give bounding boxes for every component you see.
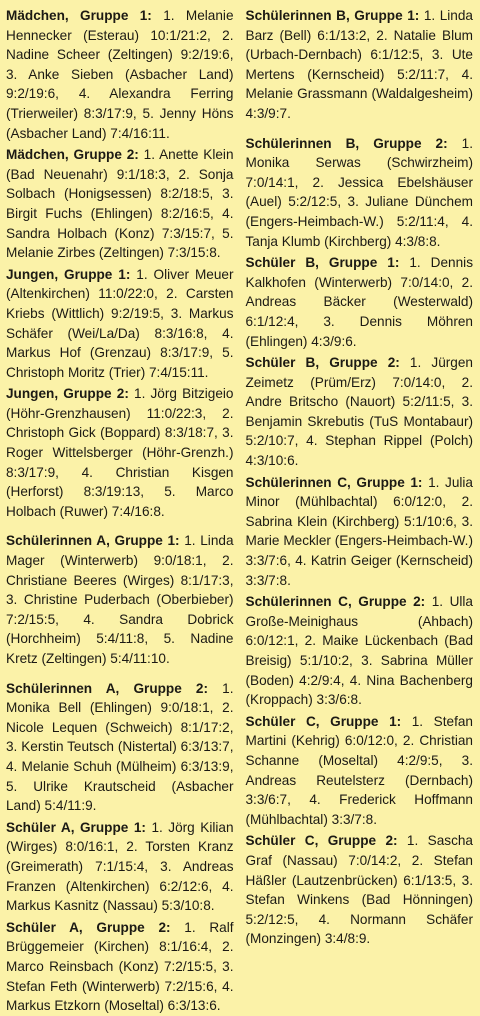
entry-heading: Schülerinnen A, Gruppe 1: — [6, 533, 180, 549]
result-entry-schuelerinnen-c-gruppe-1 — [246, 473, 474, 591]
entry-heading: Schüler C, Gruppe 1: — [245, 713, 402, 729]
entry-text: 1. Ulla Große-Meinighaus (Ahbach) 6:0/12:1, 2. Maike Lückenbach (Bad Breisig) 5:1/10:2, 3. Sabrina Müller (Boden) 4:2/9:4, 4. Nina Bachenberg (Kroppach) 3:3/6:8. — [245, 594, 473, 708]
entry-text: 1. Jörg Bitzigeio (Höhr-Grenzhausen) 11:0/22:3, 2. Christoph Gick (Boppard) 8:3/18:7, 3. Roger Wittelsberger (Höhr-Grenzh.) 8:3/17:9, 4. Christian Kisgen (Herforst) 8:3/19:13, 5. Marco Holbach (Ruwer) 7:4/16:8. — [6, 386, 234, 519]
result-entry-schueler-a-gruppe-1 — [6, 818, 234, 916]
entry-text: 1. Stefan Martini (Kehrig) 6:0/12:0, 2. Christian Schanne (Moseltal) 4:2/9:5, 3. Andreas Reutelsterz (Dernbach) 3:3/6:7, 4. Frederick Hoffmann (Mühlbachtal) 3:3/7:8. — [245, 713, 473, 827]
entry-heading: Schüler B, Gruppe 2: — [245, 355, 400, 371]
entry-text: 1. Sascha Graf (Nassau) 7:0/14:2, 2. Stefan Häßler (Lautzenbrücken) 6:1/13:5, 3. Stefan Winkens (Bad Hönningen) 5:2/12:5, 4. Normann Schäfer (Monzingen) 3:4/8:9. — [245, 833, 473, 947]
entry-heading: Schülerinnen B, Gruppe 1: — [245, 8, 420, 23]
result-entry-schuelerinnen-c-gruppe-2 — [246, 592, 474, 710]
result-entry-jungen-gruppe-1 — [6, 265, 234, 383]
result-entry-schuelerinnen-b-gruppe-2 — [246, 134, 474, 252]
entry-heading: Jungen, Gruppe 2: — [6, 386, 129, 402]
result-entry-schueler-b-gruppe-2 — [246, 353, 474, 471]
result-entry-schuelerinnen-b-gruppe-1 — [246, 6, 474, 124]
entry-text: 1. Dennis Kalkhofen (Winterwerb) 7:0/14:0, 2. Andreas Bäcker (Westerwald) 6:1/12:4, 3. Dennis Möhren (Ehlingen) 4:3/9:6. — [245, 255, 473, 349]
entry-heading: Schüler A, Gruppe 2: — [6, 919, 171, 935]
entry-text: 1. Anette Klein (Bad Neuenahr) 9:1/18:3, 2. Sonja Solbach (Honigsessen) 8:2/18:5, 3. Birgit Fuchs (Ehlingen) 8:2/16:5, 4. Sandra Holbach (Konz) 7:3/15:7, 5. Melanie Zirbes (Zeltingen) 7:3/15:8. — [6, 147, 234, 261]
entry-heading: Jungen, Gruppe 1: — [6, 266, 131, 282]
entry-text: 1. Monika Bell (Ehlingen) 9:0/18:1, 2. Nicole Lequen (Schweich) 8:1/17:2, 3. Kerstin Teutsch (Nistertal) 6:3/13:7, 4. Melanie Schuh (Mülheim) 6:3/13:9, 5. Ulrike Krautscheid (Asbacher Land) 5:4/11:9. — [6, 680, 234, 814]
result-entry-schuelerinnen-a-gruppe-2 — [6, 679, 234, 816]
result-entry-schueler-c-gruppe-2 — [246, 831, 474, 949]
result-entry-schuelerinnen-a-gruppe-1 — [6, 531, 234, 668]
result-entry-jungen-gruppe-2 — [6, 384, 234, 521]
entry-heading: Schüler C, Gruppe 2: — [245, 833, 398, 849]
entry-heading: Schülerinnen B, Gruppe 2: — [245, 135, 448, 151]
entry-heading: Schüler A, Gruppe 1: — [6, 819, 146, 835]
result-entry-schueler-c-gruppe-1 — [246, 712, 474, 830]
left-column — [6, 6, 234, 1014]
entry-heading: Schülerinnen C, Gruppe 2: — [245, 594, 426, 610]
entry-text: 1. Monika Serwas (Schwirzheim) 7:0/14:1, 2. Jessica Ebelshäuser (Auel) 5:2/12:5, 3. Juliane Dünchem (Engers-Heimbach-W.) 5:2/11:4, 4. Tanja Klumb (Kirchberg) 4:3/8:8. — [245, 135, 473, 249]
entry-heading: Schülerinnen C, Gruppe 1: — [245, 474, 423, 490]
entry-text: 1. Melanie Hennecker (Esterau) 10:1/21:2, 2. Nadine Scheer (Zeltingen) 9:2/19:6, 3. Anke Sieben (Asbacher Land) 9:2/19:6, 4. Alexandra Ferring (Trierweiler) 8:3/17:9, 5. Jenny Höns (Asbacher Land) 7:4/16:11. — [6, 8, 234, 141]
right-column — [246, 6, 474, 1001]
entry-text: 1. Linda Mager (Winterwerb) 9:0/18:1, 2. Christiane Beeres (Wirges) 8:1/17:3, 3. Christine Puderbach (Oberbieber) 7:2/15:5, 4. Sandra Dobrick (Horchheim) 5:4/11:8, 5. Nadine Kretz (Zeltingen) 5:4/11:10. — [6, 533, 234, 666]
entry-text: 1. Oliver Meuer (Altenkirchen) 11:0/22:0, 2. Carsten Kriebs (Wittlich) 9:2/19:5, 3. Markus Schäfer (Wei/La/Da) 8:3/16:8, 4. Markus Hof (Grenzau) 8:3/17:9, 5. Christoph Moritz (Trier) 7:4/15:11. — [6, 266, 234, 380]
entry-text: 1. Julia Minor (Mühlbachtal) 6:0/12:0, 2. Sabrina Klein (Kirchberg) 5:1/10:6, 3. Marie Meckler (Engers-Heimbach-W.) 3:3/7:6, 4. Katrin Geiger (Kernscheid) 3:3/7:8. — [245, 474, 473, 588]
entry-heading: Schüler B, Gruppe 1: — [245, 255, 400, 271]
result-entry-schueler-b-gruppe-1 — [246, 253, 474, 351]
entry-text: 1. Jürgen Zeimetz (Prüm/Erz) 7:0/14:0, 2. Andre Britscho (Nauort) 5:2/11:5, 3. Benjamin Skrebutis (TuS Montabaur) 5:2/10:7, 4. Stephan Rippel (Polch) 4:3/10:6. — [245, 355, 473, 469]
result-entry-maedchen-gruppe-2 — [6, 145, 234, 263]
entry-text: 1. Linda Barz (Bell) 6:1/13:2, 2. Natalie Blum (Urbach-Dernbach) 6:1/12:5, 3. Ute Mertens (Kernscheid) 5:2/11:7, 4. Melanie Grassmann (Waldalgesheim) 4:3/9:7. — [245, 8, 473, 121]
entry-heading: Mädchen, Gruppe 1: — [6, 8, 152, 23]
entry-heading: Schülerinnen A, Gruppe 2: — [6, 680, 209, 696]
entry-text: 1. Ralf Brüggemeier (Kirchen) 8:1/16:4, 2. Marco Reinsbach (Konz) 7:2/15:5, 3. Stefan Feth (Winterwerb) 7:2/15:6, 4. Markus Etzkorn (Moseltal) 6:3/13:6. — [6, 919, 234, 1014]
result-entry-maedchen-gruppe-1 — [6, 6, 234, 143]
entry-text: 1. Jörg Kilian (Wirges) 8:0/16:1, 2. Torsten Kranz (Greimerath) 7:1/15:4, 3. Andreas Franzen (Altenkirchen) 6:2/12:6, 4. Markus Kasnitz (Nassau) 5:3/10:8. — [6, 819, 234, 914]
entry-heading: Mädchen, Gruppe 2: — [6, 147, 139, 163]
